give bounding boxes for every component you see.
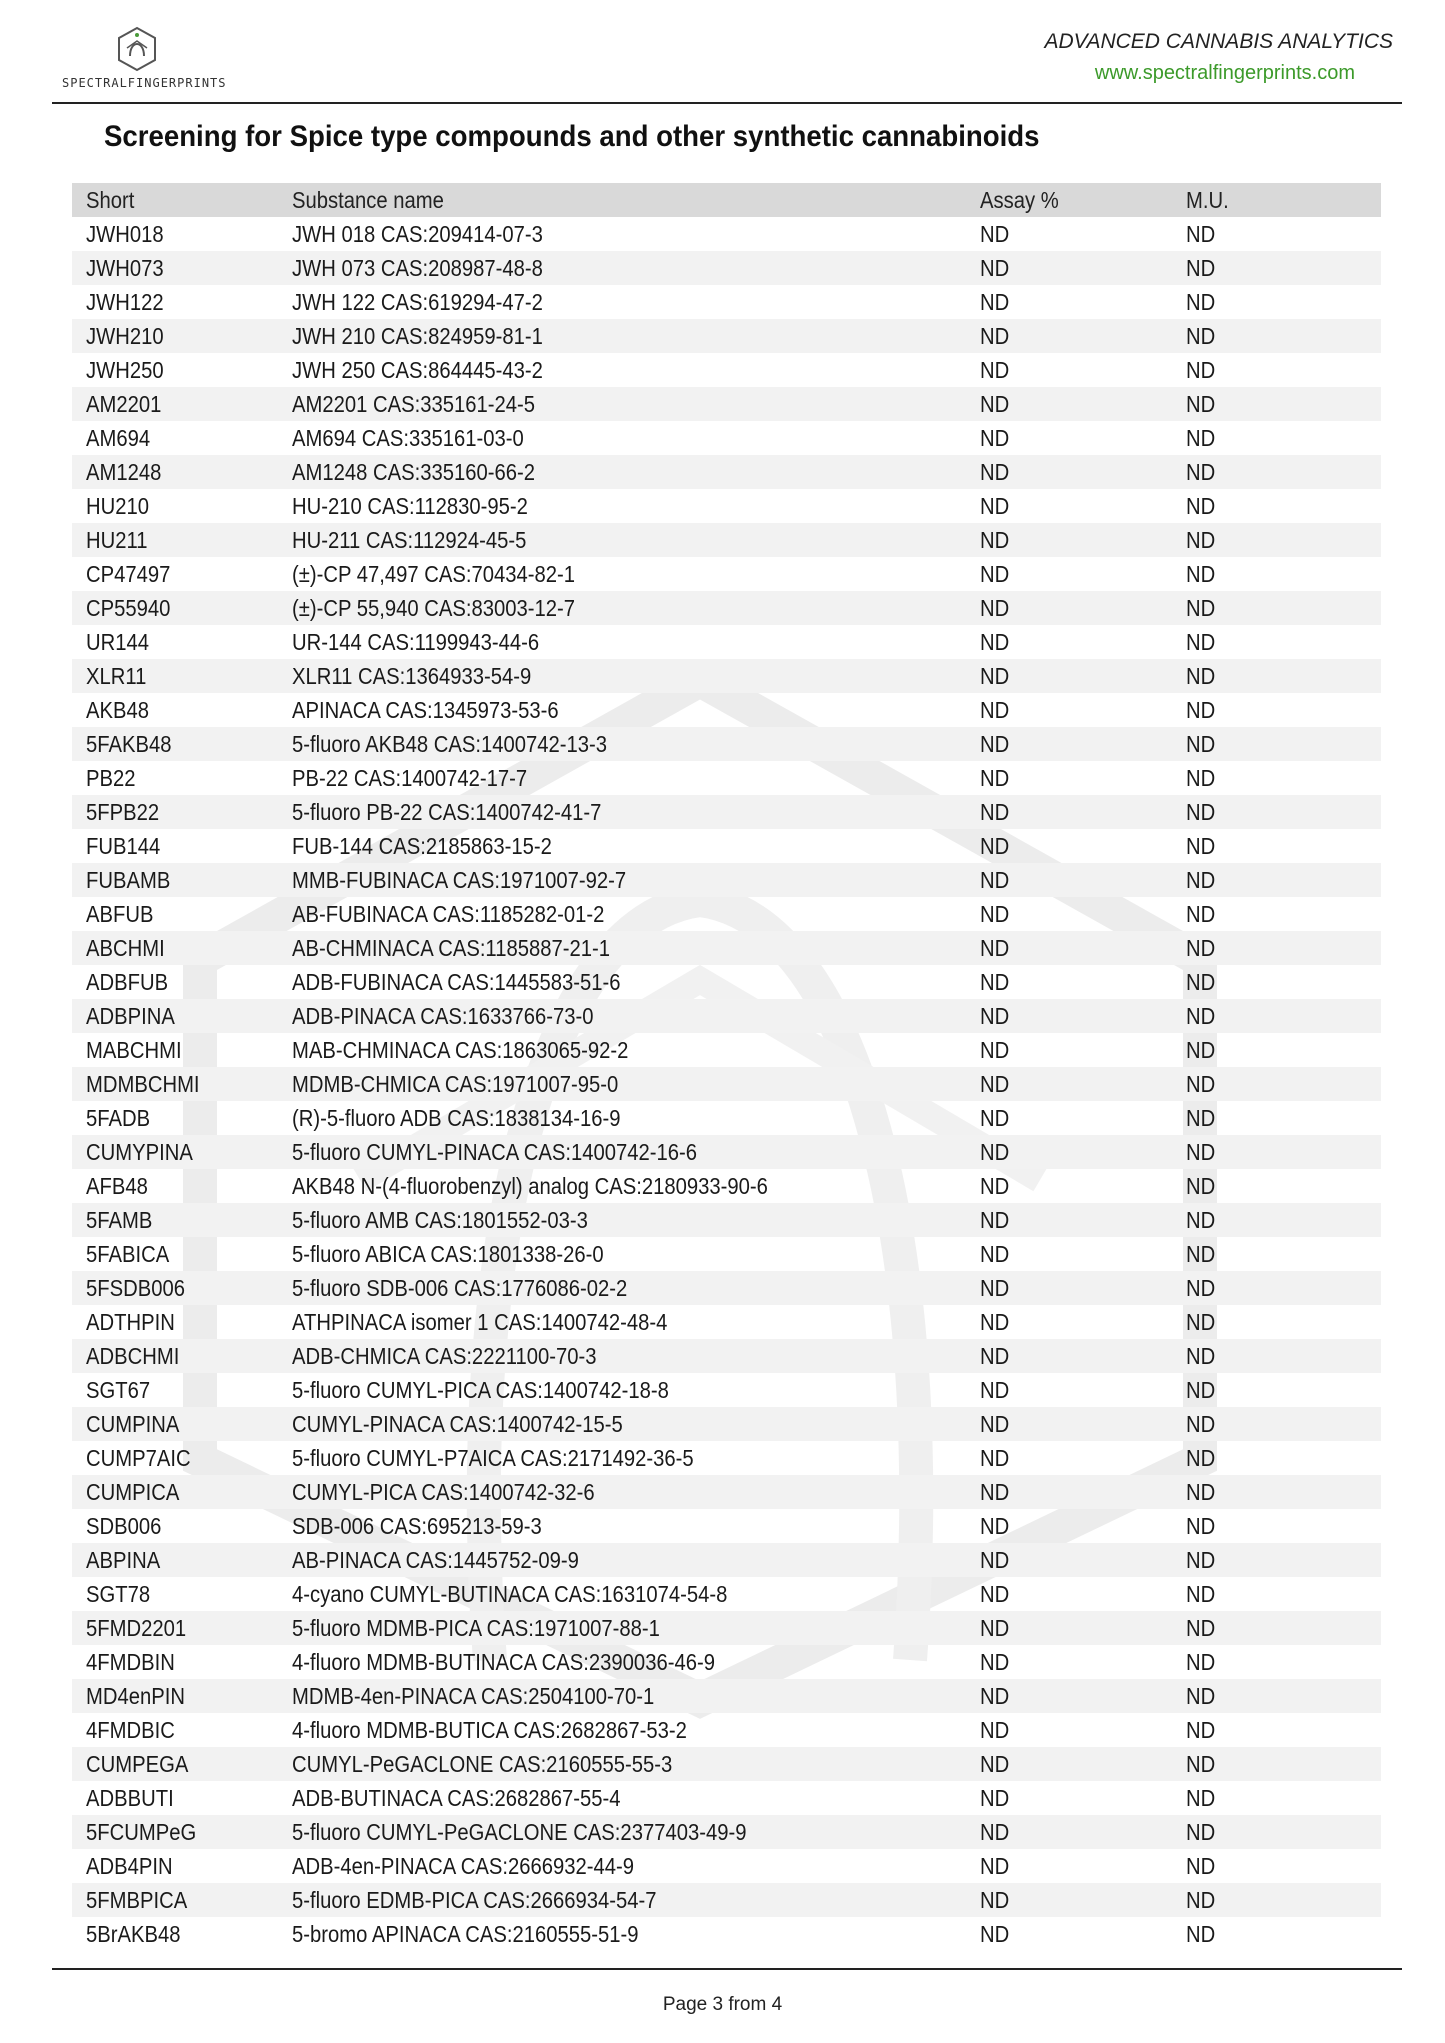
cell-substance-name: 4-fluoro MDMB-BUTINACA CAS:2390036-46-9: [292, 1649, 715, 1675]
table-row: [72, 1441, 1381, 1475]
cell-assay: ND: [980, 1037, 1010, 1063]
cell-assay: ND: [980, 1785, 1010, 1811]
cell-short: 5FADB: [86, 1105, 151, 1131]
cell-assay: ND: [980, 663, 1010, 689]
cell-short: 4FMDBIN: [86, 1649, 175, 1675]
cell-mu: ND: [1186, 459, 1216, 485]
cell-assay: ND: [980, 1207, 1010, 1233]
cell-mu: ND: [1186, 1751, 1216, 1777]
cell-assay: ND: [980, 1683, 1010, 1709]
cell-substance-name: 5-fluoro AMB CAS:1801552-03-3: [292, 1207, 588, 1233]
cell-short: CUMP7AIC: [86, 1445, 191, 1471]
cell-substance-name: AB-PINACA CAS:1445752-09-9: [292, 1547, 579, 1573]
cell-substance-name: ADB-BUTINACA CAS:2682867-55-4: [292, 1785, 621, 1811]
cell-substance-name: XLR11 CAS:1364933-54-9: [292, 663, 532, 689]
cell-short: JWH018: [86, 221, 164, 247]
results-table: [72, 183, 1381, 1951]
cell-short: FUBAMB: [86, 867, 171, 893]
table-row: [72, 1611, 1381, 1645]
cell-short: 5BrAKB48: [86, 1921, 181, 1947]
header-divider: [52, 102, 1402, 104]
cell-short: HU211: [86, 527, 148, 553]
cell-mu: ND: [1186, 1547, 1216, 1573]
cell-short: PB22: [86, 765, 136, 791]
cell-short: ADTHPIN: [86, 1309, 175, 1335]
cell-mu: ND: [1186, 1683, 1216, 1709]
cell-short: MABCHMI: [86, 1037, 182, 1063]
cell-substance-name: (R)-5-fluoro ADB CAS:1838134-16-9: [292, 1105, 621, 1131]
table-row: [72, 217, 1381, 251]
cell-substance-name: CUMYL-PINACA CAS:1400742-15-5: [292, 1411, 623, 1437]
table-row: [72, 557, 1381, 591]
cell-mu: ND: [1186, 561, 1216, 587]
table-row: [72, 1101, 1381, 1135]
table-row: [72, 1033, 1381, 1067]
cell-short: HU210: [86, 493, 150, 519]
table-row: [72, 1781, 1381, 1815]
cell-assay: ND: [980, 1275, 1010, 1301]
cell-assay: ND: [980, 1751, 1010, 1777]
cell-substance-name: CUMYL-PeGACLONE CAS:2160555-55-3: [292, 1751, 673, 1777]
table-row: [72, 1271, 1381, 1305]
cell-assay: ND: [980, 1513, 1010, 1539]
cell-mu: ND: [1186, 629, 1216, 655]
table-row: [72, 1475, 1381, 1509]
cell-mu: ND: [1186, 1139, 1216, 1165]
cell-substance-name: ATHPINACA isomer 1 CAS:1400742-48-4: [292, 1309, 668, 1335]
column-header-assay: Assay %: [980, 187, 1059, 213]
table-row: [72, 1373, 1381, 1407]
cell-short: SDB006: [86, 1513, 162, 1539]
table-row: [72, 353, 1381, 387]
table-row: [72, 1713, 1381, 1747]
cell-substance-name: AM2201 CAS:335161-24-5: [292, 391, 536, 417]
cell-assay: ND: [980, 289, 1010, 315]
cell-assay: ND: [980, 1377, 1010, 1403]
cell-substance-name: 5-fluoro CUMYL-PICA CAS:1400742-18-8: [292, 1377, 669, 1403]
cell-substance-name: JWH 122 CAS:619294-47-2: [292, 289, 543, 315]
cell-assay: ND: [980, 1615, 1010, 1641]
table-row: [72, 1339, 1381, 1373]
cell-mu: ND: [1186, 833, 1216, 859]
hexagon-logo-icon: [116, 26, 158, 72]
cell-assay: ND: [980, 629, 1010, 655]
cell-assay: ND: [980, 1445, 1010, 1471]
cell-mu: ND: [1186, 1343, 1216, 1369]
table-row: [72, 1917, 1381, 1951]
table-row: [72, 1169, 1381, 1203]
cell-assay: ND: [980, 459, 1010, 485]
cell-substance-name: 5-fluoro EDMB-PICA CAS:2666934-54-7: [292, 1887, 657, 1913]
company-name: ADVANCED CANNABIS ANALYTICS: [1044, 30, 1393, 53]
cell-mu: ND: [1186, 1819, 1216, 1845]
cell-substance-name: 5-fluoro CUMYL-PINACA CAS:1400742-16-6: [292, 1139, 697, 1165]
cell-assay: ND: [980, 1309, 1010, 1335]
company-info: [1044, 30, 1393, 85]
cell-mu: ND: [1186, 1173, 1216, 1199]
cell-mu: ND: [1186, 595, 1216, 621]
cell-assay: ND: [980, 425, 1010, 451]
cell-mu: ND: [1186, 357, 1216, 383]
cell-mu: ND: [1186, 901, 1216, 927]
cell-substance-name: (±)-CP 55,940 CAS:83003-12-7: [292, 595, 576, 621]
table-row: [72, 1067, 1381, 1101]
table-row: [72, 727, 1381, 761]
cell-short: JWH250: [86, 357, 164, 383]
cell-short: AKB48: [86, 697, 150, 723]
cell-mu: ND: [1186, 493, 1216, 519]
table-row: [72, 1305, 1381, 1339]
cell-substance-name: (±)-CP 47,497 CAS:70434-82-1: [292, 561, 576, 587]
cell-mu: ND: [1186, 289, 1216, 315]
cell-mu: ND: [1186, 527, 1216, 553]
cell-substance-name: 5-fluoro CUMYL-PeGACLONE CAS:2377403-49-9: [292, 1819, 747, 1845]
cell-assay: ND: [980, 731, 1010, 757]
table-row: [72, 863, 1381, 897]
cell-mu: ND: [1186, 1241, 1216, 1267]
cell-assay: ND: [980, 1921, 1010, 1947]
table-row: [72, 897, 1381, 931]
cell-substance-name: CUMYL-PICA CAS:1400742-32-6: [292, 1479, 595, 1505]
cell-assay: ND: [980, 867, 1010, 893]
column-header-substance-name: Substance name: [292, 187, 444, 213]
cell-assay: ND: [980, 323, 1010, 349]
cell-short: ADB4PIN: [86, 1853, 173, 1879]
cell-short: CUMPICA: [86, 1479, 180, 1505]
cell-mu: ND: [1186, 765, 1216, 791]
page-title: Screening for Spice type compounds and other synthetic cannabinoids: [104, 120, 1040, 153]
cell-substance-name: PB-22 CAS:1400742-17-7: [292, 765, 528, 791]
cell-mu: ND: [1186, 1037, 1216, 1063]
page-number: Page 3 from 4: [662, 1994, 783, 2015]
cell-assay: ND: [980, 1581, 1010, 1607]
table-row: [72, 1679, 1381, 1713]
cell-short: CP47497: [86, 561, 171, 587]
cell-mu: ND: [1186, 1207, 1216, 1233]
table-row: [72, 1509, 1381, 1543]
cell-mu: ND: [1186, 1445, 1216, 1471]
cell-short: 5FSDB006: [86, 1275, 186, 1301]
cell-substance-name: MAB-CHMINACA CAS:1863065-92-2: [292, 1037, 629, 1063]
cell-mu: ND: [1186, 935, 1216, 961]
cell-mu: ND: [1186, 1921, 1216, 1947]
cell-substance-name: 5-fluoro SDB-006 CAS:1776086-02-2: [292, 1275, 628, 1301]
cell-assay: ND: [980, 1717, 1010, 1743]
cell-assay: ND: [980, 697, 1010, 723]
cell-mu: ND: [1186, 867, 1216, 893]
cell-short: 5FPB22: [86, 799, 160, 825]
cell-substance-name: 5-fluoro CUMYL-P7AICA CAS:2171492-36-5: [292, 1445, 694, 1471]
table-row: [72, 693, 1381, 727]
cell-short: ABFUB: [86, 901, 154, 927]
cell-short: ABPINA: [86, 1547, 161, 1573]
cell-short: AFB48: [86, 1173, 148, 1199]
cell-substance-name: SDB-006 CAS:695213-59-3: [292, 1513, 542, 1539]
cell-substance-name: ADB-4en-PINACA CAS:2666932-44-9: [292, 1853, 635, 1879]
cell-short: CP55940: [86, 595, 171, 621]
cell-short: AM694: [86, 425, 151, 451]
cell-substance-name: AB-FUBINACA CAS:1185282-01-2: [292, 901, 605, 927]
cell-assay: ND: [980, 1343, 1010, 1369]
cell-mu: ND: [1186, 1615, 1216, 1641]
table-row: [72, 1815, 1381, 1849]
table-row: [72, 1645, 1381, 1679]
cell-substance-name: HU-211 CAS:112924-45-5: [292, 527, 527, 553]
cell-short: ADBFUB: [86, 969, 169, 995]
cell-substance-name: MDMB-CHMICA CAS:1971007-95-0: [292, 1071, 619, 1097]
cell-substance-name: AM694 CAS:335161-03-0: [292, 425, 524, 451]
cell-mu: ND: [1186, 731, 1216, 757]
cell-assay: ND: [980, 391, 1010, 417]
table-row: [72, 1135, 1381, 1169]
cell-assay: ND: [980, 1139, 1010, 1165]
cell-substance-name: HU-210 CAS:112830-95-2: [292, 493, 528, 519]
cell-short: ABCHMI: [86, 935, 165, 961]
cell-mu: ND: [1186, 425, 1216, 451]
cell-assay: ND: [980, 1241, 1010, 1267]
table-row: [72, 625, 1381, 659]
cell-short: AM1248: [86, 459, 162, 485]
cell-assay: ND: [980, 1649, 1010, 1675]
cell-substance-name: 5-fluoro PB-22 CAS:1400742-41-7: [292, 799, 602, 825]
table-row: [72, 455, 1381, 489]
cell-mu: ND: [1186, 663, 1216, 689]
table-row: [72, 285, 1381, 319]
cell-assay: ND: [980, 799, 1010, 825]
cell-substance-name: AM1248 CAS:335160-66-2: [292, 459, 536, 485]
cell-substance-name: 5-fluoro ABICA CAS:1801338-26-0: [292, 1241, 604, 1267]
cell-mu: ND: [1186, 323, 1216, 349]
cell-mu: ND: [1186, 1003, 1216, 1029]
cell-assay: ND: [980, 527, 1010, 553]
cell-substance-name: ADB-FUBINACA CAS:1445583-51-6: [292, 969, 621, 995]
cell-assay: ND: [980, 1547, 1010, 1573]
cell-assay: ND: [980, 901, 1010, 927]
table-row: [72, 1203, 1381, 1237]
cell-assay: ND: [980, 1173, 1010, 1199]
cell-short: CUMYPINA: [86, 1139, 193, 1165]
cell-substance-name: APINACA CAS:1345973-53-6: [292, 697, 559, 723]
cell-short: 5FAKB48: [86, 731, 172, 757]
table-row: [72, 523, 1381, 557]
cell-assay: ND: [980, 1411, 1010, 1437]
cell-assay: ND: [980, 1819, 1010, 1845]
cell-substance-name: ADB-CHMICA CAS:2221100-70-3: [292, 1343, 597, 1369]
cell-mu: ND: [1186, 1513, 1216, 1539]
cell-substance-name: JWH 250 CAS:864445-43-2: [292, 357, 543, 383]
cell-mu: ND: [1186, 1411, 1216, 1437]
cell-mu: ND: [1186, 221, 1216, 247]
cell-substance-name: FUB-144 CAS:2185863-15-2: [292, 833, 552, 859]
logo-wordmark: SPECTRALFINGERPRINTS: [62, 76, 227, 90]
cell-mu: ND: [1186, 697, 1216, 723]
cell-short: SGT78: [86, 1581, 151, 1607]
cell-substance-name: 5-fluoro AKB48 CAS:1400742-13-3: [292, 731, 608, 757]
table-row: [72, 829, 1381, 863]
cell-assay: ND: [980, 1105, 1010, 1131]
company-url-link[interactable]: www.spectralfingerprints.com: [1094, 62, 1355, 84]
table-row: [72, 999, 1381, 1033]
cell-short: XLR11: [86, 663, 147, 689]
table-row: [72, 965, 1381, 999]
cell-short: UR144: [86, 629, 150, 655]
column-header-mu: M.U.: [1186, 187, 1229, 213]
cell-short: CUMPINA: [86, 1411, 180, 1437]
table-row: [72, 795, 1381, 829]
cell-substance-name: JWH 073 CAS:208987-48-8: [292, 255, 543, 281]
cell-assay: ND: [980, 969, 1010, 995]
table-header-row: [72, 183, 1381, 217]
cell-substance-name: UR-144 CAS:1199943-44-6: [292, 629, 540, 655]
cell-mu: ND: [1186, 391, 1216, 417]
cell-mu: ND: [1186, 1479, 1216, 1505]
cell-assay: ND: [980, 765, 1010, 791]
cell-assay: ND: [980, 255, 1010, 281]
cell-short: JWH210: [86, 323, 164, 349]
cell-substance-name: 4-cyano CUMYL-BUTINACA CAS:1631074-54-8: [292, 1581, 728, 1607]
cell-mu: ND: [1186, 1275, 1216, 1301]
cell-assay: ND: [980, 833, 1010, 859]
table-row: [72, 591, 1381, 625]
cell-mu: ND: [1186, 1785, 1216, 1811]
cell-short: MDMBCHMI: [86, 1071, 200, 1097]
cell-short: 5FMBPICA: [86, 1887, 188, 1913]
cell-short: 5FMD2201: [86, 1615, 187, 1641]
table-row: [72, 1577, 1381, 1611]
cell-assay: ND: [980, 1071, 1010, 1097]
cell-assay: ND: [980, 1887, 1010, 1913]
cell-substance-name: ADB-PINACA CAS:1633766-73-0: [292, 1003, 594, 1029]
cell-short: ADBCHMI: [86, 1343, 180, 1369]
cell-assay: ND: [980, 357, 1010, 383]
table-row: [72, 1747, 1381, 1781]
cell-mu: ND: [1186, 255, 1216, 281]
cell-short: 5FCUMPeG: [86, 1819, 197, 1845]
cell-mu: ND: [1186, 799, 1216, 825]
table-row: [72, 1407, 1381, 1441]
cell-assay: ND: [980, 561, 1010, 587]
table-row: [72, 489, 1381, 523]
cell-assay: ND: [980, 935, 1010, 961]
cell-mu: ND: [1186, 1105, 1216, 1131]
table-row: [72, 319, 1381, 353]
cell-substance-name: AKB48 N-(4-fluorobenzyl) analog CAS:2180933-90-6: [292, 1173, 768, 1199]
cell-mu: ND: [1186, 1071, 1216, 1097]
cell-substance-name: MDMB-4en-PINACA CAS:2504100-70-1: [292, 1683, 655, 1709]
cell-mu: ND: [1186, 969, 1216, 995]
cell-short: CUMPEGA: [86, 1751, 189, 1777]
table-row: [72, 421, 1381, 455]
cell-short: SGT67: [86, 1377, 151, 1403]
table-row: [72, 1849, 1381, 1883]
cell-assay: ND: [980, 1003, 1010, 1029]
cell-short: ADBBUTI: [86, 1785, 174, 1811]
cell-mu: ND: [1186, 1377, 1216, 1403]
cell-mu: ND: [1186, 1887, 1216, 1913]
cell-assay: ND: [980, 493, 1010, 519]
cell-short: ADBPINA: [86, 1003, 175, 1029]
cell-mu: ND: [1186, 1581, 1216, 1607]
table-row: [72, 1883, 1381, 1917]
cell-short: 4FMDBIC: [86, 1717, 175, 1743]
cell-substance-name: JWH 018 CAS:209414-07-3: [292, 221, 543, 247]
column-header-short: Short: [86, 187, 135, 213]
cell-substance-name: JWH 210 CAS:824959-81-1: [292, 323, 543, 349]
cell-substance-name: MMB-FUBINACA CAS:1971007-92-7: [292, 867, 627, 893]
cell-short: MD4enPIN: [86, 1683, 185, 1709]
cell-short: JWH073: [86, 255, 164, 281]
table-row: [72, 659, 1381, 693]
cell-substance-name: 5-bromo APINACA CAS:2160555-51-9: [292, 1921, 639, 1947]
cell-substance-name: 5-fluoro MDMB-PICA CAS:1971007-88-1: [292, 1615, 660, 1641]
cell-assay: ND: [980, 595, 1010, 621]
cell-assay: ND: [980, 1853, 1010, 1879]
cell-mu: ND: [1186, 1853, 1216, 1879]
table-row: [72, 1543, 1381, 1577]
table-row: [72, 387, 1381, 421]
table-row: [72, 251, 1381, 285]
cell-mu: ND: [1186, 1649, 1216, 1675]
cell-short: JWH122: [86, 289, 164, 315]
table-row: [72, 931, 1381, 965]
cell-mu: ND: [1186, 1309, 1216, 1335]
cell-substance-name: 4-fluoro MDMB-BUTICA CAS:2682867-53-2: [292, 1717, 687, 1743]
company-logo: [62, 26, 227, 96]
table-row: [72, 1237, 1381, 1271]
table-row: [72, 761, 1381, 795]
cell-short: 5FABICA: [86, 1241, 170, 1267]
cell-short: 5FAMB: [86, 1207, 153, 1233]
cell-mu: ND: [1186, 1717, 1216, 1743]
footer-divider: [52, 1968, 1402, 1970]
cell-short: FUB144: [86, 833, 161, 859]
cell-assay: ND: [980, 221, 1010, 247]
cell-substance-name: AB-CHMINACA CAS:1185887-21-1: [292, 935, 610, 961]
table-body: [72, 217, 1381, 1951]
cell-short: AM2201: [86, 391, 162, 417]
cell-assay: ND: [980, 1479, 1010, 1505]
